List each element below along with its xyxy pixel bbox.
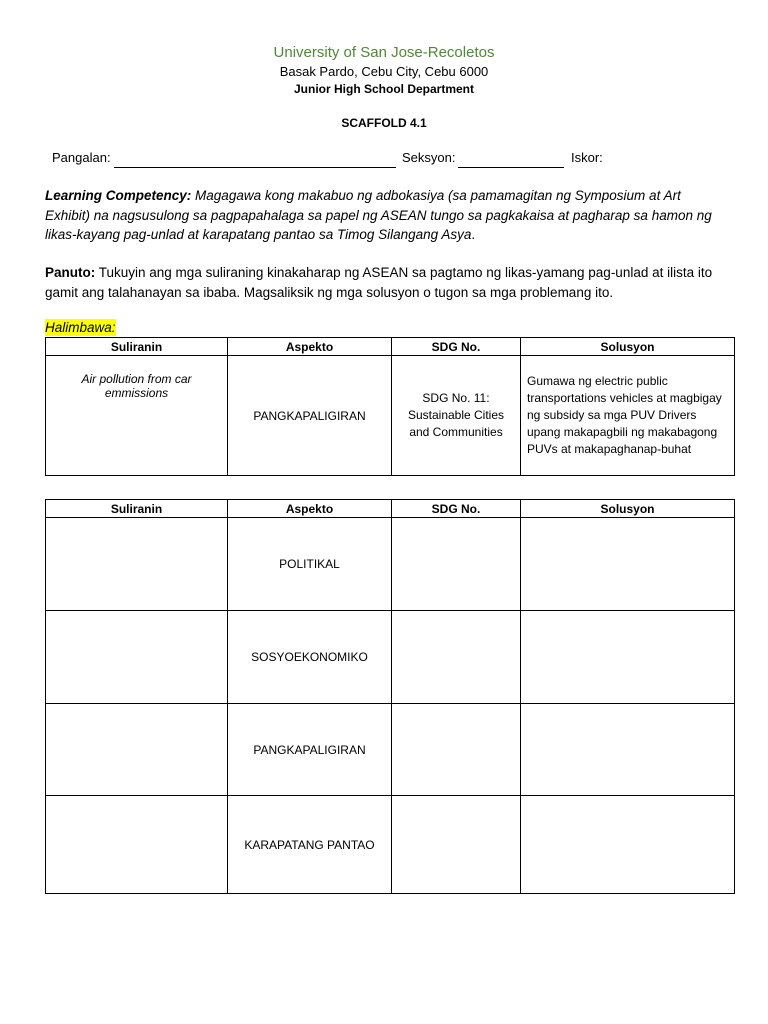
col-sdg: SDG No. xyxy=(392,500,521,518)
sdg-cell[interactable] xyxy=(392,704,521,796)
halimbawa-label: Halimbawa: xyxy=(45,320,116,335)
aspekto-cell: POLITIKAL xyxy=(228,518,392,611)
university-name: University of San Jose-Recoletos xyxy=(273,44,495,61)
aspekto-cell: KARAPATANG PANTAO xyxy=(228,796,392,894)
seksyon-field[interactable] xyxy=(458,167,564,168)
scaffold-title: SCAFFOLD 4.1 xyxy=(341,116,427,130)
name-row xyxy=(52,150,712,170)
sdg-cell[interactable] xyxy=(392,611,521,704)
aspekto-cell: PANGKAPALIGIRAN xyxy=(228,704,392,796)
panuto-text: Tukuyin ang mga suliraning kinakaharap ng ASEAN sa pagtamo ng likas-yamang pag-unlad at ilista ito gamit ang talahanayan sa ibaba. Magsaliksik ng mga solusyon o tugon sa mga problemang ito. xyxy=(45,265,713,300)
pangalan-label: Pangalan: xyxy=(52,150,111,165)
col-sdg: SDG No. xyxy=(392,338,521,356)
example-suliranin: Air pollution from car emmissions xyxy=(46,356,228,476)
example-solusyon: Gumawa ng electric public transportations vehicles at magbigay ng subsidy sa mga PUV Drivers upang makapagbili ng makabagong PUVs at makapaghanap-buhat xyxy=(521,356,735,476)
col-aspekto: Aspekto xyxy=(228,338,392,356)
col-solusyon: Solusyon xyxy=(521,338,735,356)
school-address: Basak Pardo, Cebu City, Cebu 6000 xyxy=(279,64,489,79)
table-row xyxy=(46,518,735,611)
suliranin-cell[interactable] xyxy=(46,611,228,704)
solusyon-cell[interactable] xyxy=(521,704,735,796)
learning-competency-label: Learning Competency: xyxy=(45,188,192,203)
suliranin-cell[interactable] xyxy=(46,704,228,796)
learning-competency-end: . xyxy=(471,227,476,242)
sdg-cell[interactable] xyxy=(392,518,521,611)
solusyon-cell[interactable] xyxy=(521,611,735,704)
panuto xyxy=(45,263,725,302)
panuto-label: Panuto: xyxy=(45,265,96,280)
suliranin-cell[interactable] xyxy=(46,518,228,611)
department-name: Junior High School Department xyxy=(293,82,474,96)
col-suliranin: Suliranin xyxy=(46,500,228,518)
answer-table xyxy=(45,499,735,894)
example-aspekto: PANGKAPALIGIRAN xyxy=(228,356,392,476)
learning-competency xyxy=(45,186,725,245)
iskor-label: Iskor: xyxy=(571,150,603,165)
aspekto-cell: SOSYOEKONOMIKO xyxy=(228,611,392,704)
table-row xyxy=(46,611,735,704)
solusyon-cell[interactable] xyxy=(521,518,735,611)
col-solusyon: Solusyon xyxy=(521,500,735,518)
col-aspekto: Aspekto xyxy=(228,500,392,518)
col-suliranin: Suliranin xyxy=(46,338,228,356)
learning-competency-text: Magagawa kong makabuo ng adbokasiya (sa pamamagitan ng Symposium at Art Exhibit) na nagsusulong sa pagpapahalaga sa papel ng ASEAN tungo sa pagkakaisa at pagharap sa hamon ng likas-kayang pag-unlad at karapatang pantao sa Timog Silangang Asya xyxy=(45,188,712,242)
table-header-row xyxy=(46,338,735,356)
pangalan-field[interactable] xyxy=(114,167,396,168)
sdg-cell[interactable] xyxy=(392,796,521,894)
seksyon-label: Seksyon: xyxy=(402,150,456,165)
suliranin-cell[interactable] xyxy=(46,796,228,894)
example-row xyxy=(46,356,735,476)
solusyon-cell[interactable] xyxy=(521,796,735,894)
table-row xyxy=(46,704,735,796)
example-table xyxy=(45,337,735,476)
example-sdg: SDG No. 11: Sustainable Cities and Communities xyxy=(392,356,521,476)
table-header-row xyxy=(46,500,735,518)
table-row xyxy=(46,796,735,894)
